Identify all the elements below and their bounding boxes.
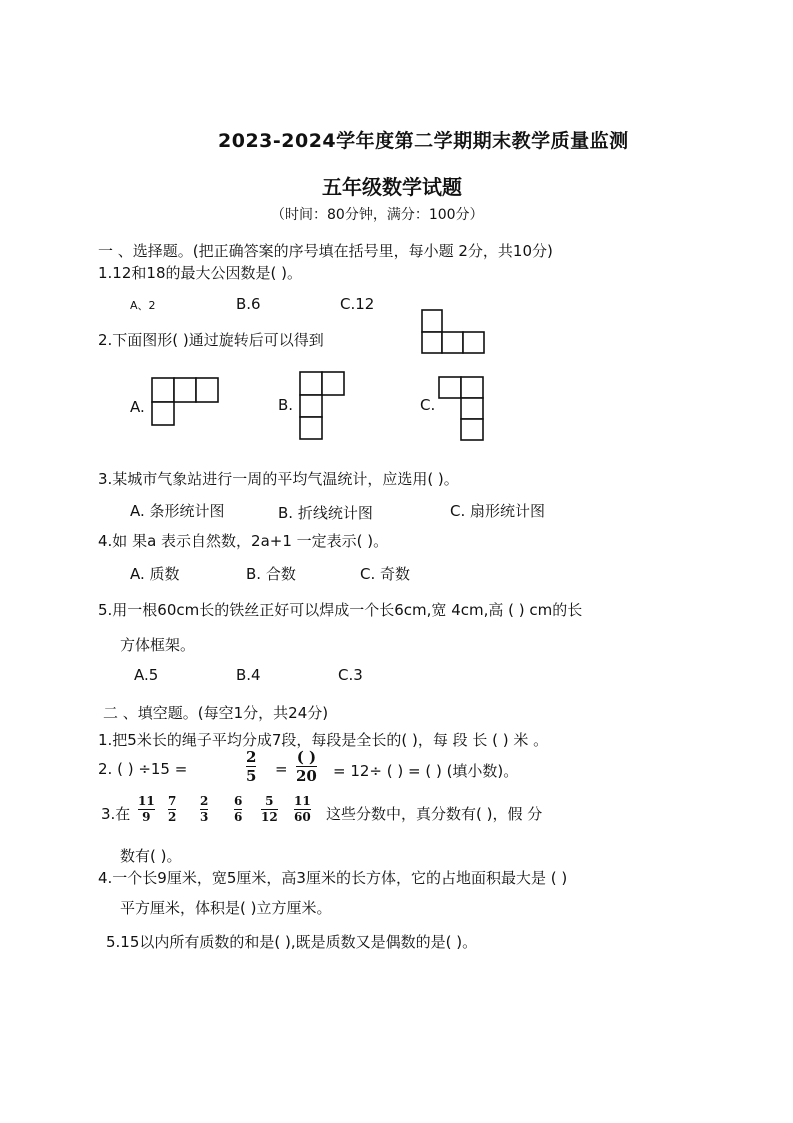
target-shape-figure bbox=[421, 309, 487, 355]
q1-5-option-b: B.4 bbox=[236, 666, 261, 684]
exam-subtitle: 五年级数学试题 bbox=[322, 175, 462, 199]
question-2-3-middle: 这些分数中，真分数有( )，假 分 bbox=[326, 805, 543, 823]
question-2-4-line2: 平方厘米，体积是( )立方厘米。 bbox=[120, 899, 332, 917]
fraction-numerator: 7 bbox=[168, 794, 177, 808]
q2-2-equals: = bbox=[275, 760, 288, 778]
exam-time-info: （时间：80分钟，满分：100分） bbox=[271, 207, 484, 223]
q1-5-option-a: A.5 bbox=[134, 666, 159, 684]
fraction-numerator: 5 bbox=[265, 794, 274, 808]
q2-2-fraction-1 bbox=[246, 749, 256, 784]
section2-heading: 二 、填空题。(每空1分，共24分) bbox=[103, 704, 329, 722]
question-1-4: 4.如 果a 表示自然数，2a+1 一定表示( )。 bbox=[98, 532, 389, 550]
q2-2-fraction-2 bbox=[296, 749, 317, 784]
q1-5-option-c: C.3 bbox=[338, 666, 363, 684]
question-1-1: 1.12和18的最大公因数是( )。 bbox=[98, 264, 302, 282]
q1-3-option-c: C. 扇形统计图 bbox=[450, 502, 546, 520]
q1-2-option-b: B. bbox=[278, 396, 294, 414]
fraction-denominator: 5 bbox=[246, 767, 257, 785]
question-2-2-prefix: 2. ( ) ÷15 = bbox=[98, 760, 188, 778]
question-2-3-line2: 数有( )。 bbox=[120, 847, 182, 865]
fraction-denominator: 20 bbox=[296, 767, 317, 785]
exam-title: 2023-2024学年度第二学期期末教学质量监测 bbox=[218, 130, 629, 152]
question-1-5-line2: 方体框架。 bbox=[120, 636, 196, 654]
q1-1-option-a: A、2 bbox=[130, 299, 156, 312]
fraction-numerator: 11 bbox=[138, 794, 155, 808]
question-1-2: 2.下面图形( )通过旋转后可以得到 bbox=[98, 331, 324, 349]
fraction-denominator: 6 bbox=[234, 810, 243, 824]
q1-3-option-a: A. 条形统计图 bbox=[130, 502, 225, 520]
q2-3-fraction-2 bbox=[168, 795, 176, 824]
fraction-denominator: 3 bbox=[200, 810, 209, 824]
question-2-3-prefix: 3.在 bbox=[101, 805, 131, 823]
fraction-numerator: 2 bbox=[246, 748, 257, 766]
question-2-4-line1: 4.一个长9厘米，宽5厘米，高3厘米的长方体，它的占地面积最大是 ( ) bbox=[98, 869, 568, 887]
q2-3-fraction-6 bbox=[294, 795, 311, 824]
question-2-2-suffix: = 12÷ ( ) = ( ) (填小数)。 bbox=[333, 762, 519, 780]
q1-1-option-b: B.6 bbox=[236, 295, 261, 313]
q2-3-fraction-4 bbox=[234, 795, 242, 824]
fraction-numerator: 6 bbox=[234, 794, 243, 808]
q1-1-option-c: C.12 bbox=[340, 295, 375, 313]
fraction-numerator: 11 bbox=[294, 794, 311, 808]
q1-3-option-b: B. 折线统计图 bbox=[278, 504, 373, 522]
q1-4-option-b: B. 合数 bbox=[246, 565, 296, 583]
q2-3-fraction-3 bbox=[200, 795, 208, 824]
q2-3-fraction-1 bbox=[138, 795, 155, 824]
fraction-denominator: 9 bbox=[142, 810, 151, 824]
question-2-5: 5.15以内所有质数的和是( ),既是质数又是偶数的是( )。 bbox=[106, 933, 478, 951]
q1-4-option-a: A. 质数 bbox=[130, 565, 180, 583]
q1-2-option-a: A. bbox=[130, 398, 145, 416]
fraction-numerator: 2 bbox=[200, 794, 209, 808]
question-1-5-line1: 5.用一根60cm长的铁丝正好可以焊成一个长6cm,宽 4cm,高 ( ) cm的长 bbox=[98, 601, 583, 619]
q1-2-option-c: C. bbox=[420, 396, 436, 414]
option-b-shape bbox=[298, 370, 348, 442]
q2-3-fraction-5 bbox=[261, 795, 278, 824]
fraction-numerator: ( ) bbox=[296, 748, 317, 766]
fraction-denominator: 12 bbox=[261, 810, 278, 824]
fraction-denominator: 2 bbox=[168, 810, 177, 824]
question-2-1: 1.把5米长的绳子平均分成7段，每段是全长的( )，每 段 长 ( ) 米 。 bbox=[98, 731, 549, 749]
fraction-denominator: 60 bbox=[294, 810, 311, 824]
question-1-3: 3.某城市气象站进行一周的平均气温统计，应选用( )。 bbox=[98, 470, 459, 488]
option-c-shape bbox=[437, 375, 487, 443]
q1-4-option-c: C. 奇数 bbox=[360, 565, 411, 583]
option-a-shape bbox=[150, 376, 222, 428]
section1-heading: 一 、选择题。(把正确答案的序号填在括号里，每小题 2分，共10分) bbox=[98, 242, 553, 260]
